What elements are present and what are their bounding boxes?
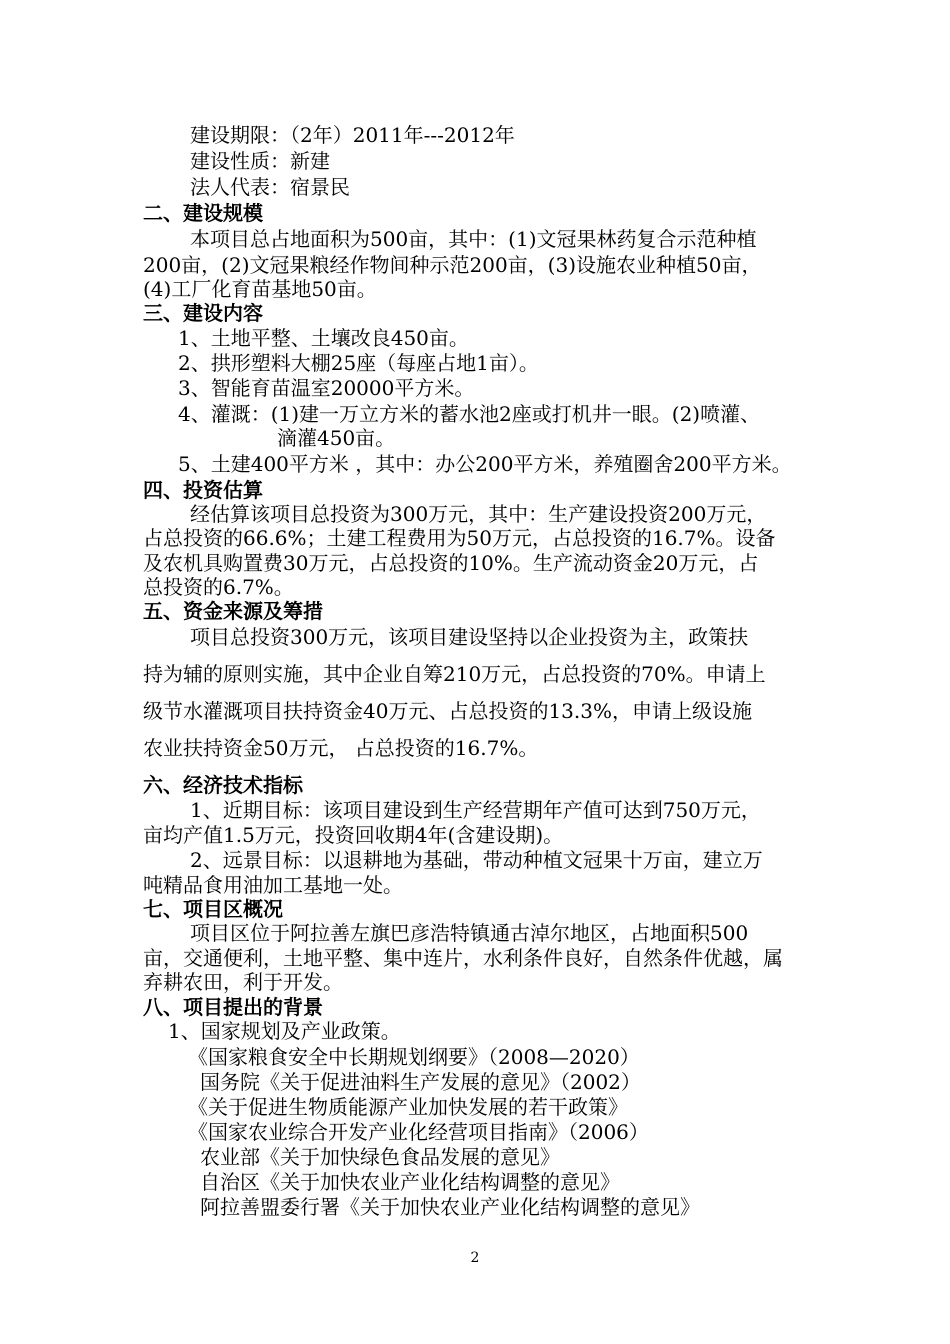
scale-paragraph-line: (4)工厂化育苗基地50亩。 [143, 277, 377, 301]
section-heading-project-area: 七、项目区概况 [143, 897, 283, 921]
section-heading-funding: 五、资金来源及筹措 [143, 599, 323, 623]
investment-paragraph-line: 及农机具购置费30万元，占总投资的10%。生产流动资金20万元，占 [143, 551, 759, 575]
project-area-paragraph-line: 亩，交通便利，土地平整、集中连片，水利条件良好，自然条件优越，属 [143, 946, 783, 970]
policy-reference: 国务院《关于促进油料生产发展的意见》（2002） [200, 1070, 641, 1094]
content-item: 1、土地平整、土壤改良450亩。 [178, 326, 469, 350]
content-item-continuation: 滴灌450亩。 [277, 426, 396, 450]
background-subheading: 1、国家规划及产业政策。 [168, 1019, 401, 1043]
policy-reference: 《国家农业综合开发产业化经营项目指南》（2006） [188, 1120, 649, 1144]
content-item: 5、土建400平方米 ，其中：办公200平方米，养殖圈舍200平方米。 [178, 452, 792, 476]
policy-reference: 农业部《关于加快绿色食品发展的意见》 [200, 1145, 560, 1169]
indicators-paragraph-line: 亩均产值1.5万元，投资回收期4年(含建设期)。 [143, 823, 564, 847]
scale-paragraph-line: 200亩，(2)文冠果粮经作物间种示范200亩，(3)设施农业种植50亩， [143, 253, 762, 277]
project-area-paragraph-line: 项目区位于阿拉善左旗巴彦浩特镇通古淖尔地区，占地面积500 [190, 921, 749, 945]
section-heading-investment: 四、投资估算 [143, 478, 263, 502]
content-item: 4、灌溉：(1)建一万立方米的蓄水池2座或打机井一眼。(2)喷灌、 [178, 402, 761, 426]
investment-paragraph-line: 经估算该项目总投资为300万元，其中：生产建设投资200万元， [190, 502, 767, 526]
investment-paragraph-line: 总投资的6.7%。 [143, 575, 294, 599]
policy-reference: 自治区《关于加快农业产业化结构调整的意见》 [200, 1170, 620, 1194]
page-number: 2 [470, 1250, 480, 1266]
scale-paragraph-line: 本项目总占地面积为500亩，其中：(1)文冠果林药复合示范种植 [190, 227, 757, 251]
section-heading-content: 三、建设内容 [143, 301, 263, 325]
section-heading-indicators: 六、经济技术指标 [143, 773, 303, 797]
indicators-paragraph-line: 1、近期目标：该项目建设到生产经营期年产值可达到750万元， [190, 798, 761, 822]
content-item: 2、拱形塑料大棚25座（每座占地1亩）。 [178, 351, 539, 375]
indicators-paragraph-line: 2、远景目标：以退耕地为基础，带动种植文冠果十万亩，建立万 [190, 848, 763, 872]
policy-reference: 《国家粮食安全中长期规划纲要》（2008—2020） [188, 1045, 640, 1069]
legal-representative: 法人代表：宿景民 [190, 175, 350, 199]
policy-reference: 阿拉善盟委行署《关于加快农业产业化结构调整的意见》 [200, 1195, 700, 1219]
content-item: 3、智能育苗温室20000平方米。 [178, 376, 475, 400]
construction-nature: 建设性质：新建 [190, 149, 330, 173]
policy-reference: 《关于促进生物质能源产业加快发展的若干政策》 [188, 1095, 628, 1119]
project-area-paragraph-line: 弃耕农田，利于开发。 [143, 970, 343, 994]
section-heading-background: 八、项目提出的背景 [143, 995, 323, 1019]
investment-paragraph-line: 占总投资的66.6%；土建工程费用为50万元，占总投资的16.7%。设备 [143, 526, 776, 550]
indicators-paragraph-line: 吨精品食用油加工基地一处。 [143, 873, 403, 897]
funding-paragraph-line: 项目总投资300万元，该项目建设坚持以企业投资为主，政策扶 [190, 625, 749, 649]
funding-paragraph-line: 农业扶持资金50万元， 占总投资的16.7%。 [143, 736, 539, 760]
funding-paragraph-line: 级节水灌溉项目扶持资金40万元、占总投资的13.3%，申请上级设施 [143, 699, 752, 723]
section-heading-scale: 二、建设规模 [143, 201, 263, 225]
funding-paragraph-line: 持为辅的原则实施，其中企业自筹210万元，占总投资的70%。申请上 [143, 662, 766, 686]
construction-period: 建设期限：（2年）2011年---2012年 [190, 123, 515, 147]
